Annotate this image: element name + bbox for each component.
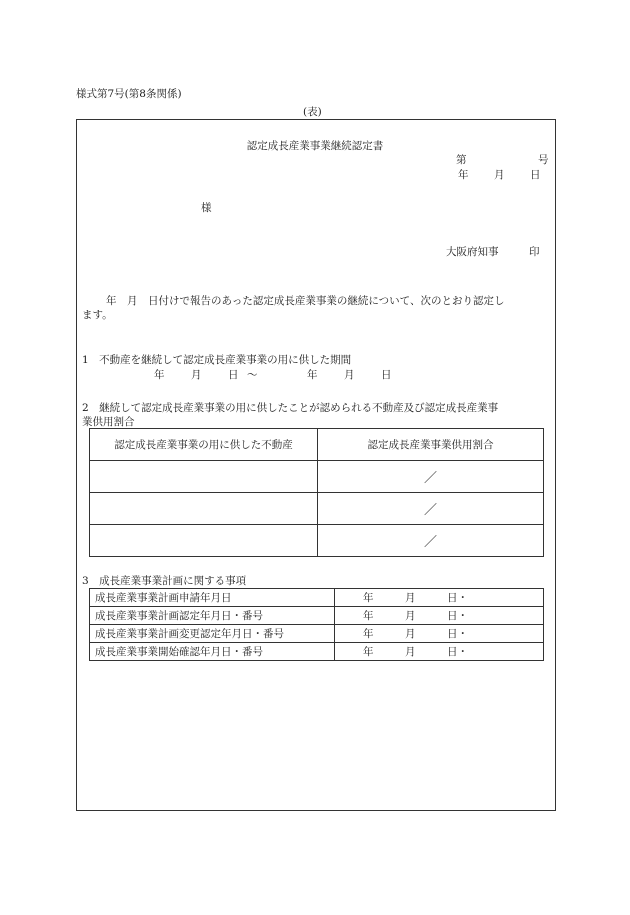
- property-cell[interactable]: [90, 461, 318, 493]
- ratio-cell[interactable]: [318, 493, 544, 525]
- ratio-slash: ／: [423, 471, 437, 486]
- ratio-cell[interactable]: [318, 525, 544, 557]
- section2-heading-line2: 業供用割合: [82, 416, 135, 428]
- table-row: [90, 625, 544, 643]
- date-month: 月: [494, 169, 505, 181]
- period-month: 月: [191, 369, 202, 381]
- issuer-name: 大阪府知事: [446, 246, 499, 258]
- period-year2: 年: [307, 369, 318, 381]
- period-day: 日: [228, 369, 239, 381]
- plan-value[interactable]: 年 月 日・: [335, 607, 544, 625]
- addressee-suffix: 様: [201, 202, 212, 214]
- section2-heading-line1: 2 継続して認定成長産業事業の用に供したことが認められる不動産及び認定成長産業事: [82, 402, 499, 414]
- ratio-slash: ／: [423, 503, 437, 518]
- plan-label: 成長産業事業計画認定年月日・番号: [90, 607, 335, 625]
- date-year: 年: [458, 169, 469, 181]
- table-row: [90, 525, 544, 557]
- period-year: 年: [154, 369, 165, 381]
- period-month2: 月: [344, 369, 355, 381]
- number-prefix: 第: [456, 154, 467, 166]
- body-text-line2: ます。: [82, 309, 113, 321]
- number-suffix: 号: [538, 154, 549, 166]
- column-header-ratio: 認定成長産業事業供用割合: [318, 429, 544, 461]
- ratio-slash: ／: [423, 535, 437, 550]
- property-cell[interactable]: [90, 493, 318, 525]
- period-day2: 日: [381, 369, 392, 381]
- plan-table: [89, 588, 544, 661]
- form-label: 様式第7号(第8条関係): [76, 88, 182, 100]
- plan-label: 成長産業事業計画変更認定年月日・番号: [90, 625, 335, 643]
- section1-heading: 1 不動産を継続して認定成長産業事業の用に供した期間: [82, 354, 352, 366]
- plan-value[interactable]: 年 月 日・: [335, 643, 544, 661]
- table-row: [90, 493, 544, 525]
- table-row: [90, 607, 544, 625]
- side-label: (表): [303, 106, 322, 118]
- issuer-seal: 印: [529, 246, 540, 258]
- table-row: [90, 461, 544, 493]
- table-row: [90, 589, 544, 607]
- property-table: [89, 428, 544, 557]
- period-tilde: ～: [247, 369, 258, 381]
- plan-value[interactable]: 年 月 日・: [335, 625, 544, 643]
- table-header-row: [90, 429, 544, 461]
- plan-label: 成長産業事業開始確認年月日・番号: [90, 643, 335, 661]
- property-cell[interactable]: [90, 525, 318, 557]
- body-text-line1: 年 月 日付けで報告のあった認定成長産業事業の継続について、次のとおり認定し: [106, 295, 505, 307]
- plan-label: 成長産業事業計画申請年月日: [90, 589, 335, 607]
- column-header-property: 認定成長産業事業の用に供した不動産: [90, 429, 318, 461]
- section3-heading: 3 成長産業事業計画に関する事項: [82, 575, 247, 587]
- table-row: [90, 643, 544, 661]
- ratio-cell[interactable]: [318, 461, 544, 493]
- plan-value[interactable]: 年 月 日・: [335, 589, 544, 607]
- document-title: 認定成長産業事業継続認定書: [246, 140, 384, 152]
- date-day: 日: [530, 169, 541, 181]
